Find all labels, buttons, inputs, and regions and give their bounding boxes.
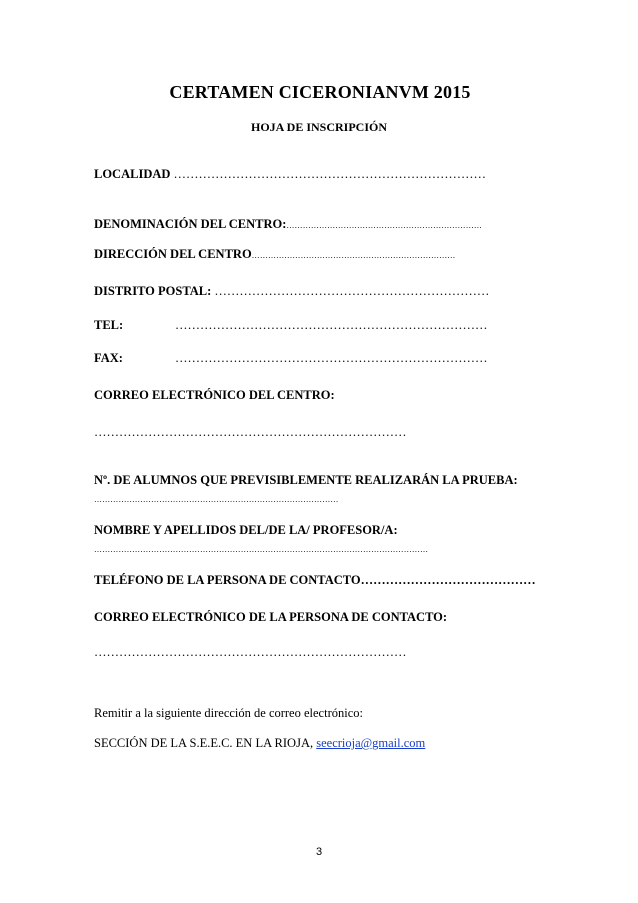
- fill-line[interactable]: …………………………………………………………: [211, 284, 490, 298]
- field-telefono-contacto: [94, 572, 536, 588]
- fill-line-correo-centro[interactable]: …………………………………………………………………: [94, 425, 407, 439]
- email-link[interactable]: seecrioja@gmail.com: [316, 736, 426, 750]
- field-label: LOCALIDAD: [94, 167, 171, 181]
- field-label: DENOMINACIÓN DEL CENTRO:: [94, 217, 287, 231]
- fill-line-nombre-profesor[interactable]: ……………………………………………………………………………………………………………: [94, 545, 429, 554]
- field-direccion: [94, 246, 455, 264]
- fill-line-fax[interactable]: …………………………………………………………………: [175, 351, 488, 365]
- document-subtitle: HOJA DE INSCRIPCIÓN: [250, 120, 388, 134]
- fill-line-num-alumnos[interactable]: ………………………………………………………………………………: [94, 495, 339, 504]
- field-distrito-postal: [94, 283, 489, 299]
- field-label: Nº. DE ALUMNOS QUE PREVISIBLEMENTE REALIZARÁN LA PRUEBA:: [94, 473, 518, 487]
- field-label: NOMBRE Y APELLIDOS DEL/DE LA/ PROFESOR/A:: [94, 523, 398, 537]
- fill-line-tel[interactable]: …………………………………………………………………: [175, 318, 488, 332]
- field-label: FAX:: [94, 351, 123, 365]
- fill-line-correo-contacto[interactable]: …………………………………………………………………: [94, 645, 407, 659]
- field-label: TELÉFONO DE LA PERSONA DE CONTACTO: [94, 573, 361, 587]
- field-label: CORREO ELECTRÓNICO DEL CENTRO:: [94, 388, 335, 402]
- seccion-text: SECCIÓN DE LA S.E.E.C. EN LA RIOJA,: [94, 736, 317, 750]
- seccion-line: [94, 735, 425, 751]
- field-localidad: [94, 166, 486, 182]
- field-label: DIRECCIÓN DEL CENTRO: [94, 247, 252, 261]
- field-label: DISTRITO POSTAL:: [94, 284, 212, 298]
- field-num-alumnos: [94, 472, 518, 488]
- field-fax-label: [94, 350, 123, 366]
- document-title: CERTAMEN CICERONIANVM 2015: [169, 82, 471, 102]
- remitir-text: Remitir a la siguiente dirección de correo electrónico:: [94, 706, 363, 720]
- field-tel-label: [94, 317, 123, 333]
- fill-line[interactable]: ……………………………………: [360, 573, 536, 587]
- field-correo-contacto: [94, 609, 447, 625]
- field-correo-centro: [94, 387, 335, 403]
- field-nombre-profesor: [94, 522, 398, 538]
- fill-line[interactable]: …………………………………………………………………: [170, 167, 487, 181]
- fill-line[interactable]: …………………………………………………………………: [251, 251, 456, 260]
- field-label: CORREO ELECTRÓNICO DE LA PERSONA DE CONTACTO:: [94, 610, 448, 624]
- field-denominacion: [94, 216, 482, 234]
- fill-line[interactable]: ………………………………………………………………: [286, 221, 482, 230]
- page-number: 3: [315, 846, 323, 858]
- field-label: TEL:: [94, 318, 124, 332]
